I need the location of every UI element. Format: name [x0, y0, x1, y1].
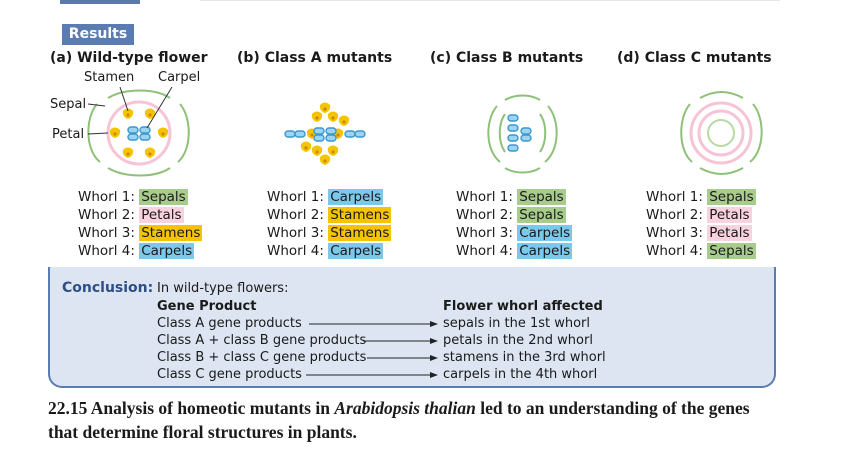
petal-label: Petal	[52, 127, 85, 142]
organ-badge: Petals	[141, 207, 182, 223]
whorl-prefix: Whorl 3:	[646, 225, 703, 241]
organ-badge: Sepals	[709, 243, 754, 259]
organ-badge: Stamens	[141, 225, 201, 241]
results-label: Results	[62, 24, 134, 45]
whorl-prefix: Whorl 2:	[646, 207, 703, 223]
whorl-prefix: Whorl 2:	[78, 207, 135, 223]
whorl-prefix: Whorl 3:	[78, 225, 135, 241]
whorl-affected-row: carpels in the 4th whorl	[443, 367, 598, 382]
whorl-prefix: Whorl 1:	[646, 189, 703, 205]
organ-badge: Carpels	[519, 243, 571, 259]
whorl-prefix: Whorl 4:	[267, 243, 324, 259]
gene-product-row: Class B + class C gene products	[157, 350, 367, 365]
organ-badge: Petals	[709, 207, 750, 223]
sepal-label: Sepal	[50, 97, 87, 112]
whorl-prefix: Whorl 4:	[78, 243, 135, 259]
caption-species: Arabidopsis thalian	[334, 398, 476, 418]
whorl-affected-header: Flower whorl affected	[443, 299, 603, 314]
conclusion-intro: In wild-type flowers:	[157, 281, 289, 296]
whorl-prefix: Whorl 3:	[267, 225, 324, 241]
organ-badge: Sepals	[141, 189, 186, 205]
whorl-prefix: Whorl 4:	[646, 243, 703, 259]
organ-badge: Sepals	[519, 189, 564, 205]
panel-title-class-c: (d) Class C mutants	[617, 50, 772, 66]
organ-badge: Petals	[709, 225, 750, 241]
organ-badge: Carpels	[519, 225, 571, 241]
organ-badge: Stamens	[330, 225, 390, 241]
gene-product-row: Class A + class B gene products	[157, 333, 367, 348]
organ-badge: Carpels	[330, 243, 382, 259]
gene-product-row: Class A gene products	[157, 316, 302, 331]
caption-prefix: 22.15 Analysis of homeotic mutants in	[48, 398, 335, 418]
stamen-label: Stamen	[84, 70, 135, 85]
organ-badge: Sepals	[709, 189, 754, 205]
whorl-prefix: Whorl 4:	[456, 243, 513, 259]
panel-title-wild-type: (a) Wild-type flower	[50, 50, 208, 66]
whorl-prefix: Whorl 1:	[78, 189, 135, 205]
conclusion-label: Conclusion:	[62, 280, 154, 296]
organ-badge: Stamens	[330, 207, 390, 223]
gene-product-row: Class C gene products	[157, 367, 302, 382]
whorl-affected-row: petals in the 2nd whorl	[443, 333, 593, 348]
gene-product-header: Gene Product	[157, 299, 257, 314]
carpel-label: Carpel	[158, 70, 201, 85]
panel-title-class-a: (b) Class A mutants	[237, 50, 393, 66]
organ-badge: Carpels	[330, 189, 382, 205]
organ-badge: Carpels	[141, 243, 193, 259]
whorl-affected-row: stamens in the 3rd whorl	[443, 350, 606, 365]
whorl-prefix: Whorl 1:	[456, 189, 513, 205]
whorl-prefix: Whorl 2:	[456, 207, 513, 223]
figure-caption	[48, 396, 768, 444]
whorl-prefix: Whorl 3:	[456, 225, 513, 241]
whorl-prefix: Whorl 1:	[267, 189, 324, 205]
organ-badge: Sepals	[519, 207, 564, 223]
whorl-prefix: Whorl 2:	[267, 207, 324, 223]
whorl-affected-row: sepals in the 1st whorl	[443, 316, 591, 331]
caption-suffix: led to an understanding of the genes that determine floral structures in plants.	[48, 398, 750, 442]
panel-title-class-b: (c) Class B mutants	[430, 50, 584, 66]
